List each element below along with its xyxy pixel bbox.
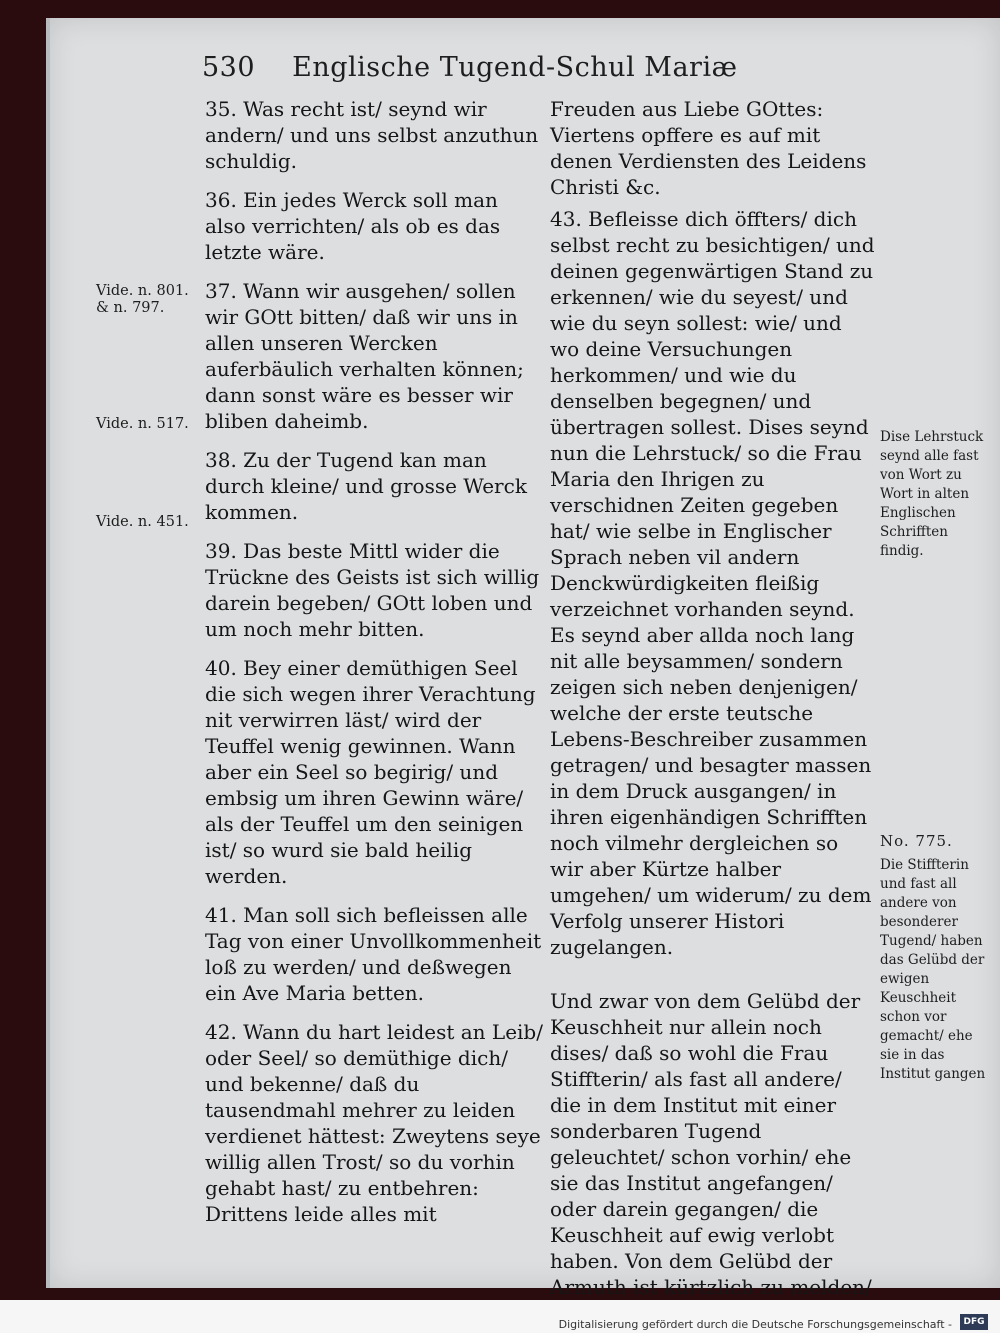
margin-gloss-number [880,832,992,852]
left-text-column [205,96,543,1240]
paragraph: 42. Wann du hart leidest an Leib/ oder Seel/ so demüthige dich/ und bekenne/ daß du tausendmahl mehrer zu leiden verdienet hättest: Zweytens seye willig allen Trost/ so du vorhin gehabt hast/ zu entbehren: Drittens leide alles mit [205,1020,543,1226]
running-head [202,52,802,83]
margin-gloss: Dise Lehrstuck seynd alle fast von Wort zu Wort in alten Englischen Schrifften findig. [880,429,984,559]
paragraph: Und zwar von dem Gelübd der Keuschheit nur allein noch dises/ daß so wohl die Frau Stiffterin/ als fast all andere/ die in dem Institut mit einer sonderbaren Tugend geleuchtet/ schon vorhin/ ehe sie das Institut angefangen/ oder darein gegangen/ die Keuschheit auf ewig verlobt haben. Von dem Gelübd der Armuth ist kürtzlich zu melden/ [550,989,872,1299]
paragraph: 37. Wann wir ausgehen/ sollen wir GOtt bitten/ daß wir uns in allen unseren Wercken auferbäulich verhalten können; dann sonst wäre es besser wir bliben daheimb. [205,279,524,433]
paragraph: 36. Ein jedes Werck soll man also verrichten/ als ob es das letzte wäre. [205,188,501,264]
margin-reference: Vide. n. 517. [96,416,189,432]
margin-reference: Vide. n. 801. & n. 797. [96,283,189,316]
footer-credit: Digitalisierung gefördert durch die Deutsche Forschungsgemeinschaft - [558,1318,952,1331]
paragraph: Freuden aus Liebe GOttes: Viertens opffere es auf mit denen Verdiensten des Leidens Christi &c. [550,97,867,199]
margin-gloss: Die Stiffterin und fast all andere von besonderer Tugend/ haben das Gelübd der ewigen Keuschheit schon vor gemacht/ ehe sie in das Institut gangen [880,857,986,1082]
gloss-number: No. 775. [880,832,953,850]
paragraph: 35. Was recht ist/ seynd wir andern/ und uns selbst anzuthun schuldig. [205,97,539,173]
margin-reference: Vide. n. 451. [96,514,189,530]
paragraph: 39. Das beste Mittl wider die Trückne des Geists ist sich willig darein begeben/ GOtt loben und um noch mehr bitten. [205,539,540,641]
page-edge [46,18,50,1288]
paragraph: 43. Befleisse dich öffters/ dich selbst recht zu besichtigen/ und deinen gegenwärtigen Stand zu erkennen/ wie du seyest/ und wie du seyn sollest: wie/ und wo deine Versuchungen herkommen/ und wie du denselben begegnen/ und übertragen sollest. Dises seynd nun die Lehrstuck/ so die Frau Maria den Ihrigen zu verschidnen Zeiten gegeben hat/ wie selbe in Englischer Sprach neben vil andern Denckwürdigkeiten fleißig verzeichnet vorhanden seynd. Es seynd aber allda noch lang nit alle beysammen/ sondern zeigen sich neben denjenigen/ welche der erste teutsche Lebens-Beschreiber zusammen getragen/ und besagter massen in dem Druck ausgangen/ in ihren eigenhändigen Schrifften noch vilmehr dergleichen so wir aber Kürtze halber umgehen/ um widerum/ zu dem Verfolg unserer Histori zugelangen. [550,207,875,959]
paragraph: 40. Bey einer demüthigen Seel die sich wegen ihrer Verachtung nit verwirren läst/ wird der Teuffel wenig gewinnen. Wann aber ein Seel so begirig/ und embsig um ihren Gewinn wäre/ als der Teuffel um den seinigen ist/ so wurd sie bald heilig werden. [205,656,536,888]
paragraph: 41. Man soll sich befleissen alle Tag von einer Unvollkommenheit loß zu werden/ und deßwegen ein Ave Maria betten. [205,903,542,1005]
page-number: 530 [202,52,256,83]
paragraph: 38. Zu der Tugend kan man durch kleine/ und grosse Werck kommen. [205,448,527,524]
dfg-logo: DFG [960,1314,988,1330]
page-title: Englische Tugend-Schul Mariæ [292,52,738,83]
right-text-column [550,96,875,1300]
